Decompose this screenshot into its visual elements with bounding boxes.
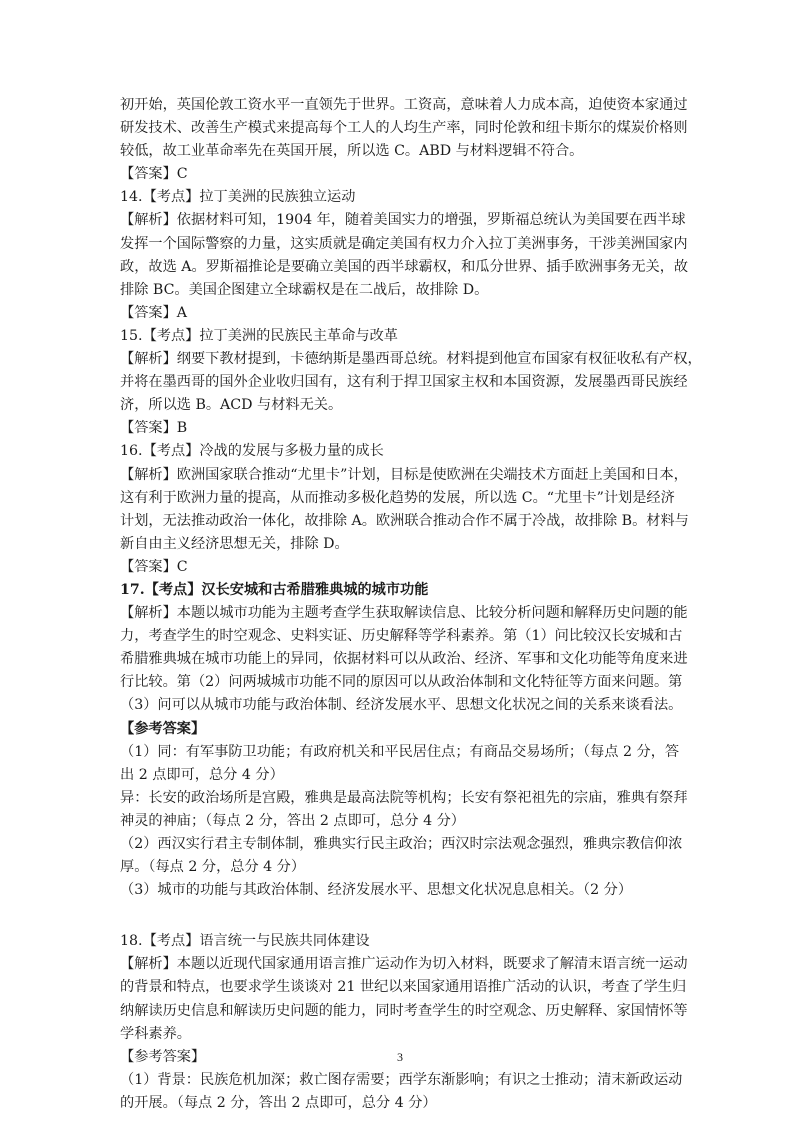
text-line: 希腊雅典城在城市功能上的异同，依据材料可以从政治、经济、军事和文化功能等角度来进 xyxy=(120,651,688,668)
text-line: 17.【考点】汉长安城和古希腊雅典城的城市功能 xyxy=(120,581,429,598)
q17-analysis xyxy=(120,602,700,717)
text-line: 新自由主义经济思想无关，排除 D。 xyxy=(120,535,349,552)
text-line: 【解析】本题以城市功能为主题考查学生获取解读信息、比较分析问题和解释历史问题的能 xyxy=(120,605,688,622)
text-line: 纳解读历史信息和解读历史问题的能力，同时考查学生的时空观念、历史解释、家国情怀等 xyxy=(120,1002,688,1019)
text-line: 15.【考点】拉丁美洲的民族民主革命与改革 xyxy=(120,327,398,344)
q14-answer xyxy=(120,302,700,325)
text-line: 【解析】本题以近现代国家通用语言推广运动作为切入材料，既要求了解清末语言统一运动 xyxy=(120,956,688,973)
text-line: 【答案】A xyxy=(120,304,187,321)
q13-answer xyxy=(120,163,700,186)
q14-topic xyxy=(120,186,700,209)
text-line: 发挥一个国际警察的力量，这实质就是确定美国有权力介入拉丁美洲事务，干涉美洲国家内 xyxy=(120,235,688,252)
text-line: 行比较。第（2）问两城城市功能不同的原因可以从政治体制和文化特征等方面来问题。第 xyxy=(120,674,683,691)
text-line: 较低，故工业革命率先在英国开展，所以选 C。ABD 与材料逻辑不符合。 xyxy=(120,143,584,160)
text-line: （3）问可以从城市功能与政治体制、经济发展水平、思想文化状况之间的关系来谈看法。 xyxy=(120,697,683,714)
q15-answer xyxy=(120,417,700,440)
text-line: 【解析】依据材料可知，1904 年，随着美国实力的增强，罗斯福总统认为美国要在西半球 xyxy=(120,212,686,229)
q14-analysis xyxy=(120,209,700,301)
text-line: 初开始，英国伦敦工资水平一直领先于世界。工资高，意味着人力成本高，迫使资本家通过 xyxy=(120,97,688,113)
text-line: 【解析】纲要下教材提到，卡德纳斯是墨西哥总统。材料提到他宣布国家有权征收私有产权， xyxy=(120,351,702,368)
section-gap xyxy=(120,902,700,930)
text-line: 18.【考点】语言统一与民族共同体建设 xyxy=(120,933,370,950)
text-line: 计划，无法推动政治一体化，故排除 A。欧洲联合推动合作不属于冷战，故排除 B。材料与 xyxy=(120,512,689,529)
text-line: 【答案】B xyxy=(120,420,188,437)
text-line: （1）背景：民族危机加深；救亡图存需要；西学东渐影响；有识之士推动；清末新政运动 xyxy=(120,1071,683,1088)
text-line: 研发技术、改善生产模式来提高每个工人的人均生产率，同时伦敦和纽卡斯尔的煤炭价格则 xyxy=(120,120,688,137)
q18-topic xyxy=(120,930,700,953)
page-number: 3 xyxy=(397,1050,403,1064)
text-line: 【答案】C xyxy=(120,166,188,183)
text-line: 16.【考点】冷战的发展与多极力量的成长 xyxy=(120,443,384,460)
text-line: 并将在墨西哥的国外企业收归国有，这有利于捍卫国家主权和本国资源，发展墨西哥民族经 xyxy=(120,374,688,391)
q16-answer xyxy=(120,556,700,579)
text-line: 排除 BC。美国企图建立全球霸权是在二战后，故排除 D。 xyxy=(120,281,489,298)
text-line: 济，所以选 B。ACD 与材料无关。 xyxy=(120,397,343,414)
q18-analysis xyxy=(120,953,700,1045)
text-line: 的背景和特点，也要求学生谈谈对 21 世纪以来国家通用语推广活动的认识，考查了学生归 xyxy=(120,979,687,996)
text-line: （1）同：有军事防卫功能；有政府机关和平民居住点；有商品交易场所；（每点 2 分，答 xyxy=(120,743,680,760)
text-line: 【解析】欧洲国家联合推动“尤里卡”计划，目标是使欧洲在尖端技术方面赶上美国和日本， xyxy=(120,466,688,483)
text-line: 【参考答案】 xyxy=(120,720,206,737)
text-line: 14.【考点】拉丁美洲的民族独立运动 xyxy=(120,189,356,206)
q17-topic xyxy=(120,579,700,602)
q18-reference xyxy=(120,1069,700,1115)
document-body xyxy=(120,94,700,1115)
q13-analysis-continued xyxy=(120,94,700,163)
text-line: 这有利于欧洲力量的提高，从而推动多极化趋势的发展，所以选 C。“尤里卡”计划是经济 xyxy=(120,489,675,506)
text-line: 力，考查学生的时空观念、史料实证、历史解释等学科素养。第（1）问比较汉长安城和古 xyxy=(120,628,683,645)
text-line: （3）城市的功能与其政治体制、经济发展水平、思想文化状况息息相关。（2 分） xyxy=(120,882,633,899)
text-line: 政，故选 A。罗斯福推论是要确立美国的西半球霸权，和瓜分世界、插手欧洲事务无关，故 xyxy=(120,258,689,275)
text-line: 出 2 点即可，总分 4 分） xyxy=(120,766,284,783)
q16-topic xyxy=(120,440,700,463)
text-line: 学科素养。 xyxy=(120,1025,191,1042)
text-line: 异：长安的政治场所是宫殿，雅典是最高法院等机构；长安有祭祀祖先的宗庙，雅典有祭拜 xyxy=(120,789,688,806)
q16-analysis xyxy=(120,464,700,556)
q17-reference-title xyxy=(120,718,700,741)
text-line: 【答案】C xyxy=(120,558,188,575)
q15-topic xyxy=(120,325,700,348)
q17-reference xyxy=(120,741,700,903)
text-line: 【参考答案】 xyxy=(120,1048,206,1065)
text-line: （2）西汉实行君主专制体制，雅典实行民主政治；西汉时宗法观念强烈，雅典宗教信仰浓 xyxy=(120,836,683,852)
text-line: 厚。（每点 2 分，总分 4 分） xyxy=(120,859,306,876)
q15-analysis xyxy=(120,348,700,417)
text-line: 的开展。（每点 2 分，答出 2 点即可，总分 4 分） xyxy=(120,1094,437,1111)
text-line: 神灵的神庙；（每点 2 分，答出 2 点即可，总分 4 分） xyxy=(120,812,465,829)
